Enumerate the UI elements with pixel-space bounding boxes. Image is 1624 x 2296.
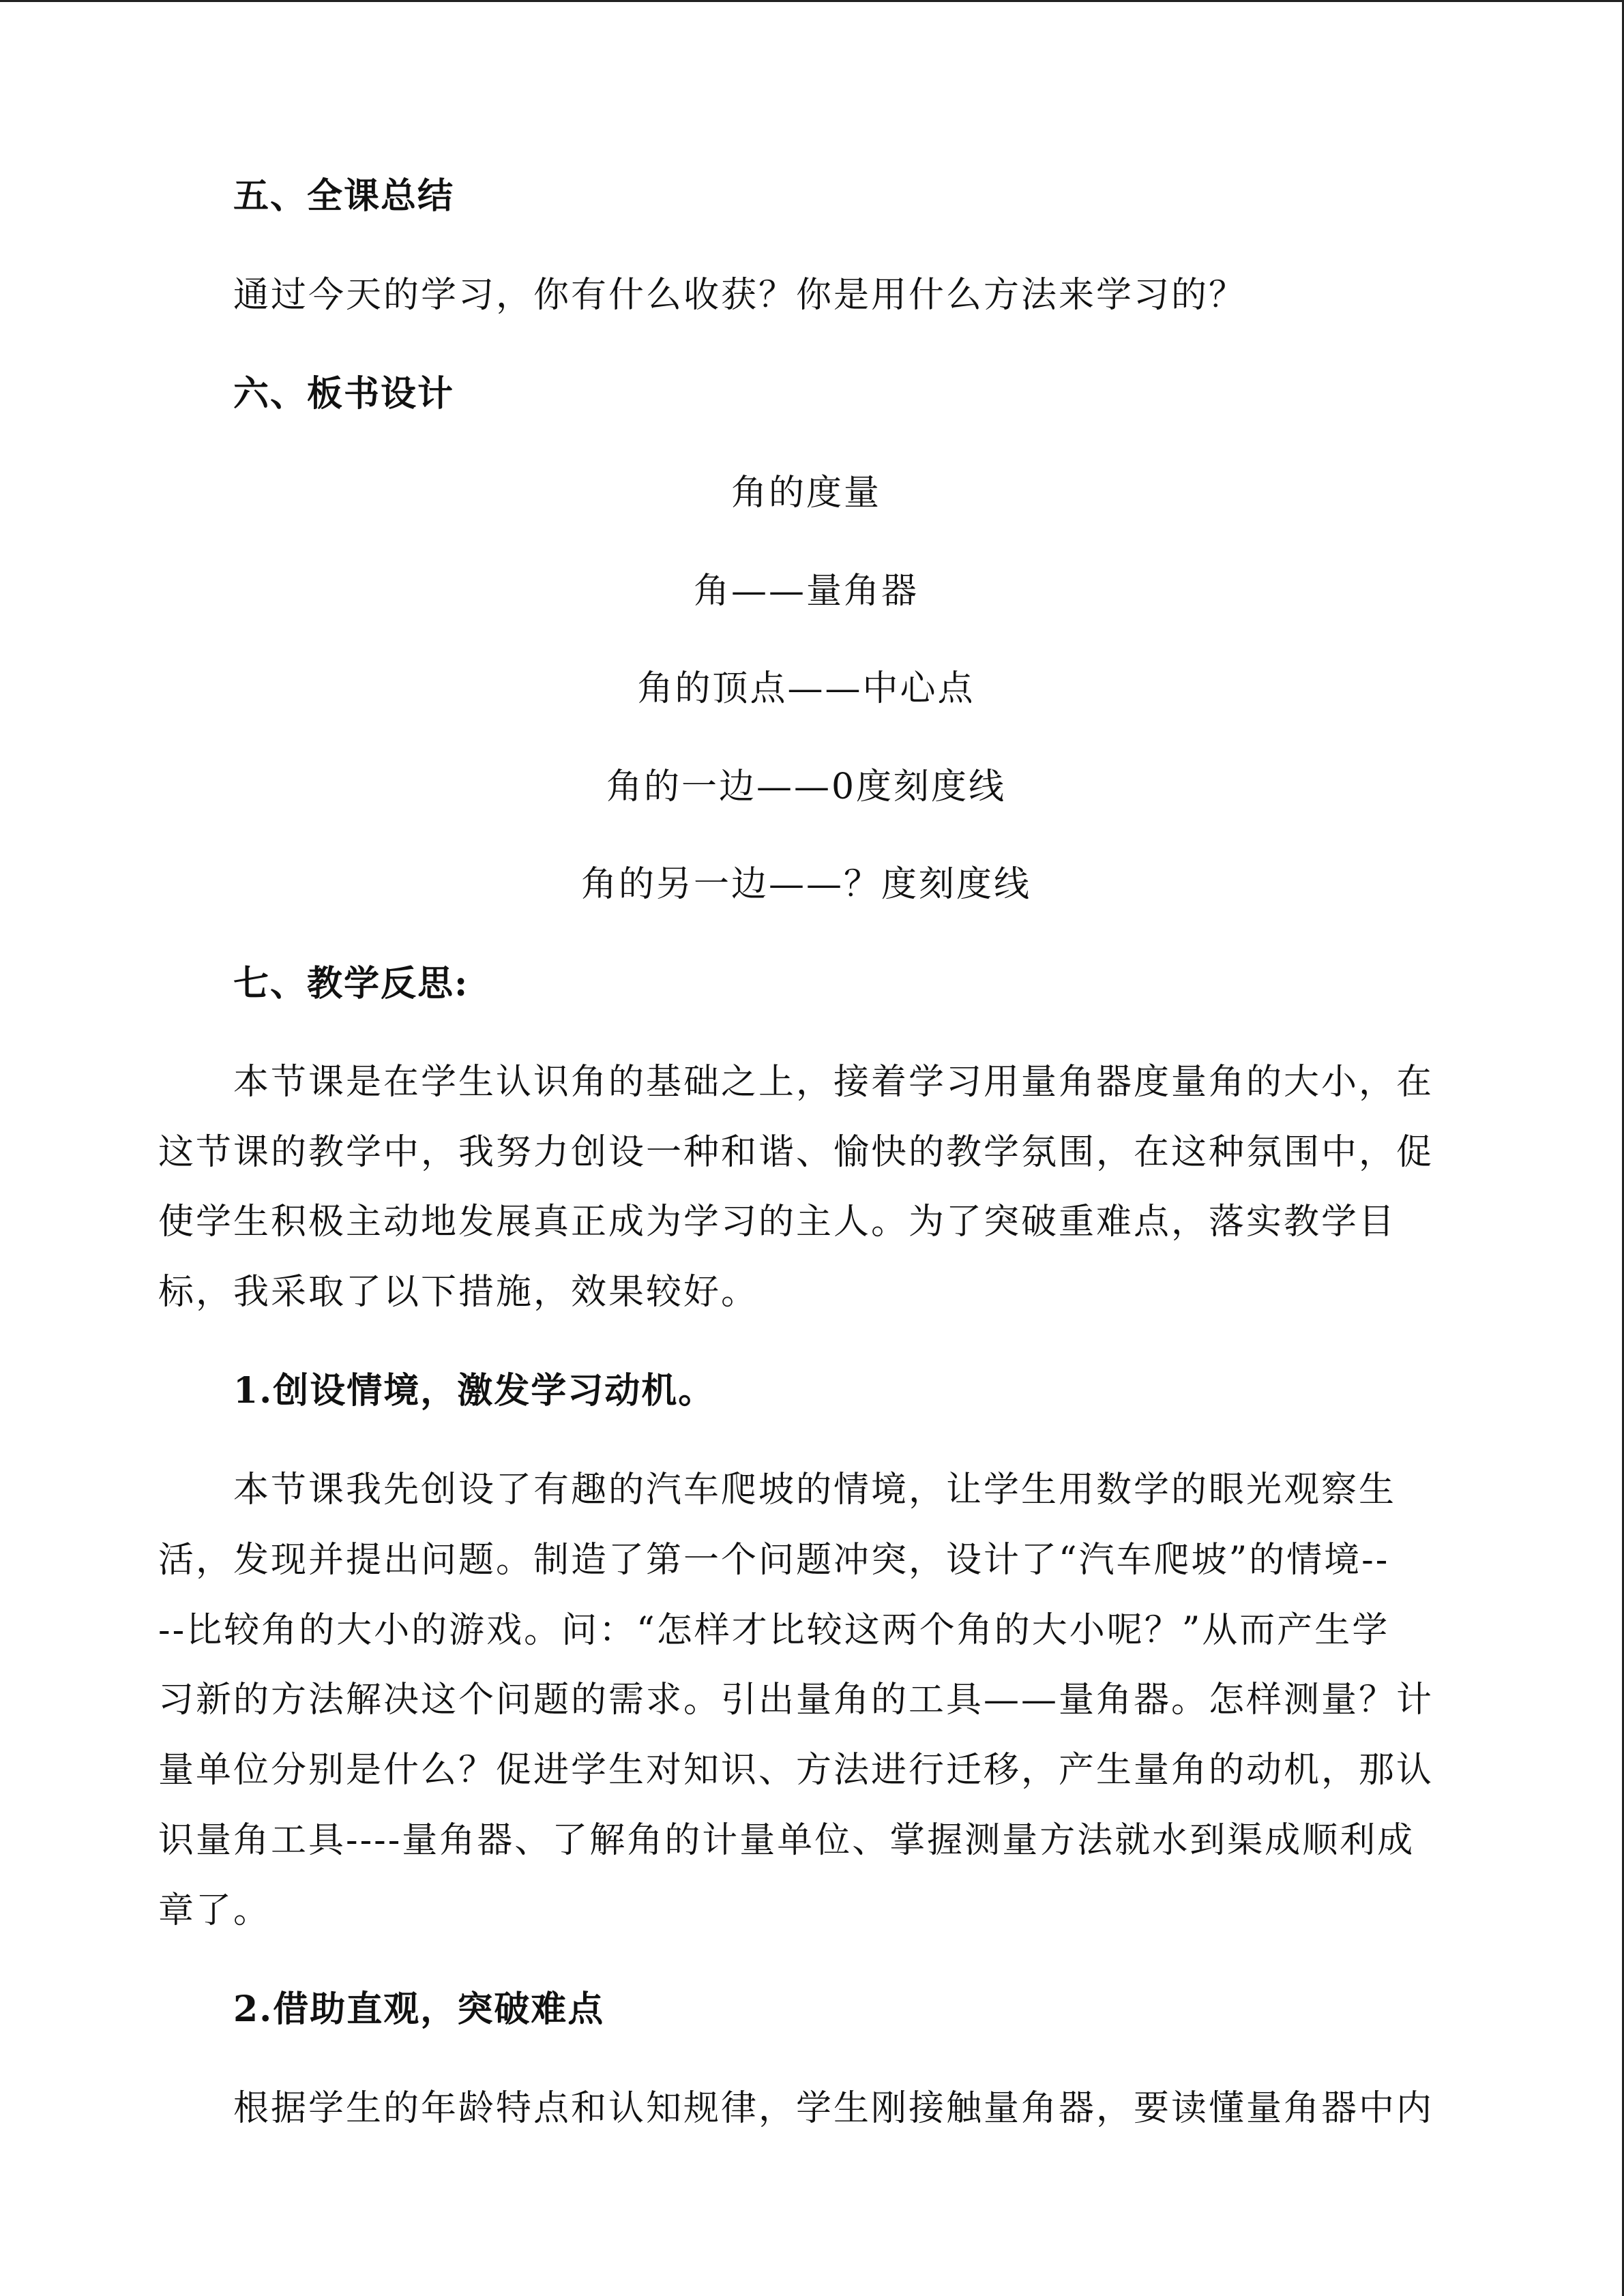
paragraph-1-line: 这节课的教学中，我努力创设一种和谐、愉快的教学氛围，在这种氛围中，促 <box>158 1132 1434 1173</box>
board-line-4: 角的一边——0度刻度线 <box>606 766 1007 807</box>
section-7-heading: 七、教学反思: <box>233 963 469 1004</box>
board-line-2: 角——量角器 <box>693 571 919 612</box>
subheading-1: 1.创设情境，激发学习动机。 <box>233 1370 715 1412</box>
section-5-text: 通过今天的学习，你有什么收获？你是用什么方法来学习的？ <box>233 275 1247 316</box>
section-6-heading: 六、板书设计 <box>233 373 455 415</box>
page-border-top <box>0 0 1624 2</box>
paragraph-3-line: 根据学生的年龄特点和认知规律，学生刚接触量角器，要读懂量角器中内 <box>233 2088 1434 2129</box>
paragraph-2-line: 习新的方法解决这个问题的需求。引出量角的工具——量角器。怎样测量？计 <box>158 1680 1434 1720</box>
paragraph-2-line: 活，发现并提出问题。制造了第一个问题冲突，设计了“汽车爬坡”的情境-- <box>158 1540 1390 1581</box>
board-line-1: 角的度量 <box>730 473 881 513</box>
paragraph-1-line: 标，我采取了以下措施，效果较好。 <box>158 1272 759 1313</box>
paragraph-1-line: 使学生积极主动地发展真正成为学习的主人。为了突破重难点，落实教学目 <box>158 1202 1397 1242</box>
section-5-heading: 五、全课总结 <box>233 175 455 217</box>
paragraph-2-line: 识量角工具----量角器、了解角的计量单位、掌握测量方法就水到渠成顺利成 <box>158 1820 1415 1861</box>
paragraph-2-line: 本节课我先创设了有趣的汽车爬坡的情境，让学生用数学的眼光观察生 <box>233 1470 1397 1510</box>
paragraph-2-line: 量单位分别是什么？促进学生对知识、方法进行迁移，产生量角的动机，那认 <box>158 1750 1434 1791</box>
board-line-3: 角的顶点——中心点 <box>637 668 975 709</box>
paragraph-1-line: 本节课是在学生认识角的基础之上，接着学习用量角器度量角的大小，在 <box>233 1062 1434 1103</box>
subheading-2: 2.借助直观，突破难点 <box>233 1988 605 2030</box>
paragraph-2-line: --比较角的大小的游戏。问：“怎样才比较这两个角的大小呢？”从而产生学 <box>158 1610 1390 1651</box>
board-line-5: 角的另一边——？度刻度线 <box>580 864 1031 905</box>
paragraph-2-line: 章了。 <box>158 1890 271 1931</box>
